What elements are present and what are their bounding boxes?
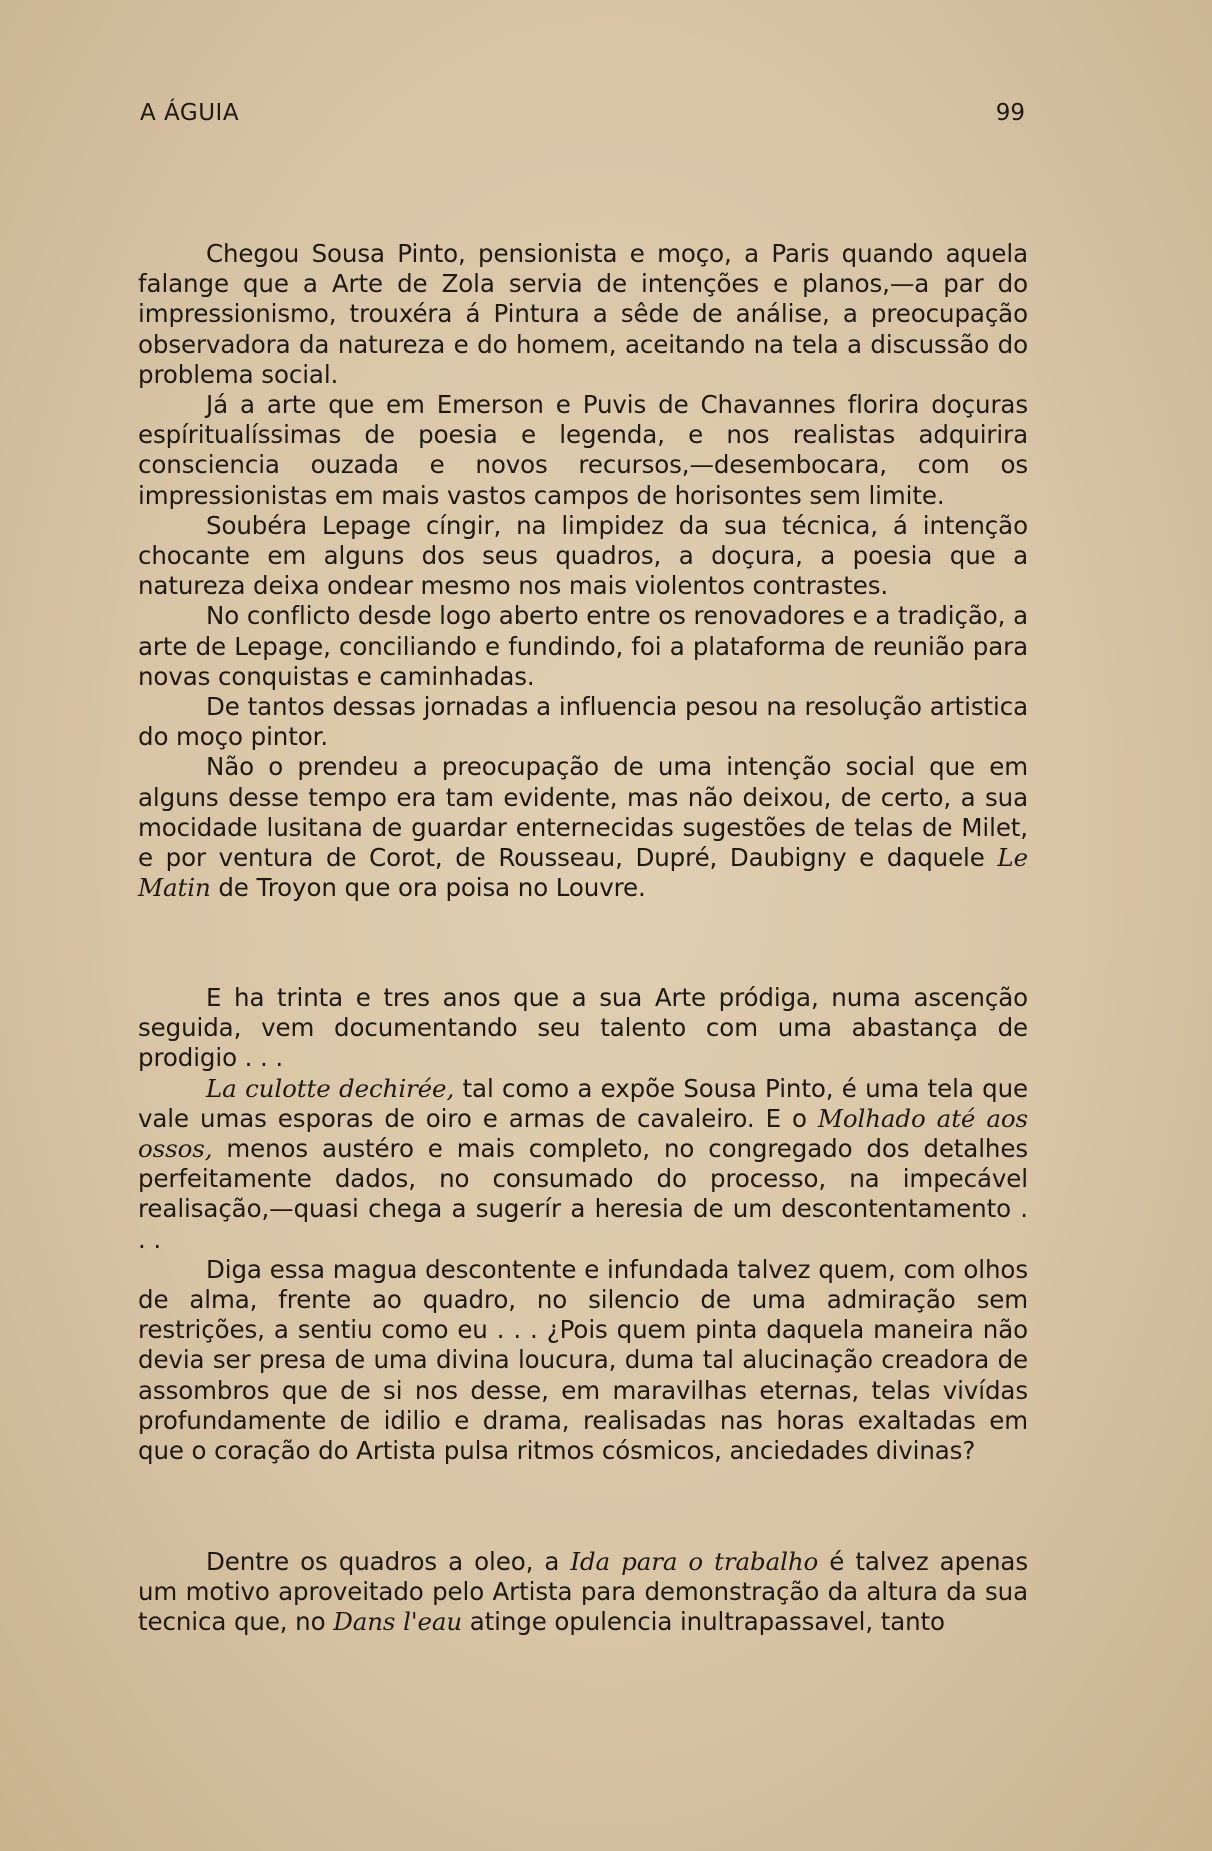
paragraph: Diga essa magua descontente e infundada talvez quem, com olhos de alma, frente ao quadro, no silencio de uma admiração sem restrições, a sentiu como eu . . . ¿Pois quem pinta daquela maneira não devia ser presa de uma divina loucura, duma tal alucinação creadora de assombros que de si nos desse, em maravilhas eternas, telas vivídas profundamente de idilio e drama, realisadas nas horas exaltadas em que o coração do Artista pulsa ritmos cósmicos, anciedades divinas?: [138, 1254, 1028, 1466]
paragraph-text: atinge opulencia inultrapassavel, tanto: [462, 1607, 945, 1637]
paragraph: Soubéra Lepage cíngir, na limpidez da sua técnica, á intenção chocante em alguns dos seus quadros, a doçura, a poesia que a natureza deixa ondear mesmo nos mais violentos contrastes.: [138, 510, 1028, 601]
paragraph-text: de Troyon que ora poisa no Louvre.: [210, 873, 646, 903]
paragraph: No conflicto desde logo aberto entre os renovadores e a tradição, a arte de Lepage, conciliando e fundindo, foi a plataforma de reunião para novas conquistas e caminhadas.: [138, 601, 1028, 691]
artwork-title: Le Matin: [138, 843, 1028, 903]
paragraph: [138, 1547, 1028, 1638]
artwork-title: Dans l'eau: [333, 1607, 463, 1637]
artwork-title: Ida para o trabalho: [570, 1547, 819, 1576]
page-number: 99: [995, 100, 1025, 126]
paragraph: E ha trinta e tres anos que a sua Arte pródiga, numa ascenção seguida, vem documentando seu talento com uma abastança de prodigio . . .: [138, 983, 1028, 1073]
paragraph: Já a arte que em Emerson e Puvis de Chavannes florira doçuras espíritualíssimas de poesia e legenda, e nos realistas adquirira consciencia ouzada e novos recursos,—desembocara, com os impressionistas em mais vastos campos de horisontes sem limite.: [138, 390, 1028, 510]
page-header: [140, 100, 1025, 134]
paragraph: Chegou Sousa Pinto, pensionista e moço, a Paris quando aquela falange que a Arte de Zola servia de intenções e planos,—a par do impressionismo, trouxéra á Pintura a sêde de análise, a preocupação observadora da natureza e do homem, aceitando na tela a discussão do problema social.: [138, 239, 1028, 389]
paragraph-text: Não o prendeu a preocupação de uma intenção social que em alguns desse tempo era tam evidente, mas não deixou, de certo, a sua mocidade lusitana de guardar enternecidas sugestões de telas de Milet, e por ventura de Corot, de Rousseau, Dupré, Daubigny e daquele: [138, 752, 1028, 873]
artwork-title: Molhado até aos ossos,: [138, 1103, 1028, 1164]
paragraph: [138, 1074, 1028, 1255]
paragraph-text: menos austéro e mais completo, no congregado dos detalhes perfeitamente dados, no consumado do processo, na impecável realisação,—quasi chega a sugerír a heresia de um descontentamento . . .: [138, 1134, 1028, 1254]
paragraph-text: é talvez apenas um motivo aproveitado pelo Artista para demonstração da altura da sua tecnica que, no: [138, 1547, 1029, 1637]
section-3: [138, 1547, 1028, 1638]
paragraph: [138, 752, 1028, 903]
artwork-title: La culotte dechirée,: [206, 1073, 455, 1103]
section-1: [138, 239, 1028, 903]
section-2: [138, 983, 1028, 1466]
running-title: A ÁGUIA: [140, 100, 240, 126]
paragraph-text: Dentre os quadros a oleo, a: [206, 1547, 571, 1576]
paragraph-text: tal como a expõe Sousa Pinto, é uma tela que vale umas esporas de oiro e armas de cavaleiro. E o: [138, 1073, 1028, 1133]
paragraph: De tantos dessas jornadas a influencia pesou na resolução artistica do moço pintor.: [138, 692, 1028, 752]
